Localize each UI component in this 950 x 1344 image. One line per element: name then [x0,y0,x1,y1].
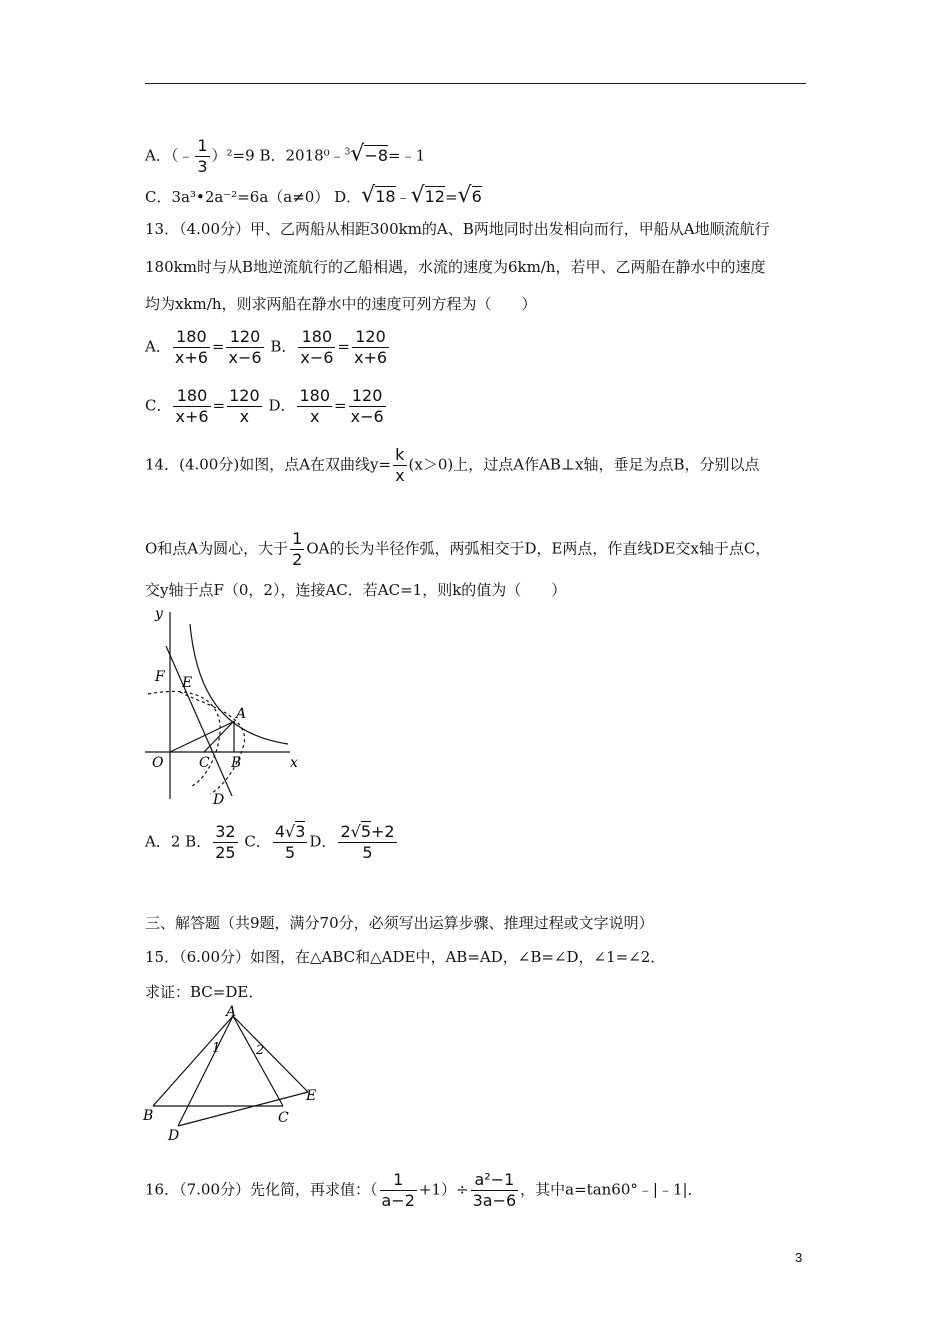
fig-label-y: y [155,606,163,622]
q14-line-2: O和点A为圆心，大于 $\frac{1}{2}$ OA的长为半径作弧，两弧相交于D，E两点，作直线DE交x轴于点C， [145,529,771,569]
q15-figure [138,1004,328,1144]
q14-options: A．2 B． $\frac{32}{25}$ C． $\frac{4√3}{5}$ D． $\frac{2√5+2}{5}$ [145,822,395,862]
q14-line-1: 14．(4.00分)如图，点A在双曲线y= $\frac{k}{x}$ (x＞0)上，过点A作AB⊥x轴，垂足为点B，分别以点 [145,445,760,485]
fig-label-2: 2 [256,1043,265,1058]
q13-line-3: 均为xkm/h，则求两船在静水中的速度可列方程为（ ） [145,295,537,313]
q16-line: 16．（7.00分）先化简，再求值：（ $\frac{1}{a-2}$ +1）÷ $\frac{\text{a²−1}}{3a-6}$ ，其中a=tan60°﹣|﹣1|． [145,1170,703,1210]
segment-ad [178,1016,233,1126]
hyperbola [190,624,288,744]
arc-2 [148,691,220,786]
fig-label-f: F [155,669,165,685]
fig-label-a: A [236,706,247,722]
fig-label-o: O [152,755,164,771]
fig-label-a: A [226,1004,237,1020]
page-number: 3 [795,1250,803,1265]
fig-label-e: E [182,675,193,691]
fig-label-b: B [143,1108,154,1124]
segment-ac [204,721,234,752]
q14-line-3: 交y轴于点F（0，2），连接AC．若AC=1，则k的值为（ ） [145,581,567,599]
fig-label-c: C [278,1110,289,1126]
segment-oa [170,721,235,752]
fig-label-d: D [168,1128,180,1144]
line-de [166,646,232,796]
q13-options-ab: A． $\frac{180}{x+6}$ = $\frac{120}{x-6}$ B． $\frac{180}{x-6}$ = $\frac{120}{x+6}$ [145,327,388,367]
fig-label-x: x [290,755,298,771]
q12-options-ab: A．（﹣ $\frac{1}{3}$ ）²=9 B．2018⁰﹣$^3$√−8=﹣1 [145,136,426,176]
q13-options-cd: C． $\frac{180}{x+6}$ = $\frac{120}{x}$ D． $\frac{180}{x}$ = $\frac{120}{x-6}$ [145,386,384,426]
q15-line-1: 15．（6.00分）如图，在△ABC和△ADE中，AB=AD，∠B=∠D，∠1=∠2． [145,948,666,966]
segment-ae [233,1016,308,1092]
fig-label-1: 1 [212,1041,221,1056]
q13-line-1: 13．（4.00分）甲、乙两船从相距300km的A、B两地同时出发相向而行，甲船从A地顺流航行 [145,220,770,238]
fig-label-e: E [306,1088,317,1104]
q12-options-cd: C．3a³•2a⁻²=6a（a≠0） D．√18﹣√12=√6 [145,183,482,208]
fig-label-b: B [231,755,242,771]
q13-line-2: 180km时与从B地逆流航行的乙船相遇，水流的速度为6km/h，若甲、乙两船在静水中的速度 [145,258,766,276]
q15-line-2: 求证：BC=DE． [145,983,264,1001]
q14-figure [140,604,310,809]
segment-ab [153,1016,233,1106]
header-rule [145,83,806,84]
q12-frac-1-3: $\frac{1}{3}$ [197,136,208,176]
fig-label-c: C [199,755,210,771]
section-3-heading: 三、解答题（共9题，满分70分，必须写出运算步骤、推理过程或文字说明） [145,914,654,932]
segment-ac [233,1016,283,1106]
fig-label-d: D [213,792,225,808]
